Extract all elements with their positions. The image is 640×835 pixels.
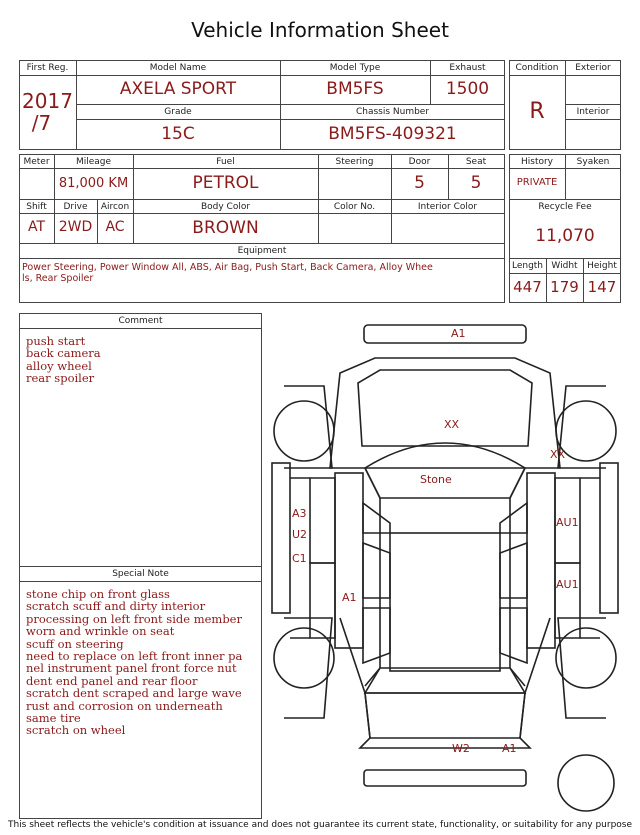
first-reg-month: /7 xyxy=(31,111,52,135)
dmg-rear-a1: A1 xyxy=(502,742,517,755)
right-door-outer xyxy=(580,478,600,638)
chassis-label: Chassis Number xyxy=(355,107,430,117)
door-label: Door xyxy=(408,157,431,167)
left-front-fender xyxy=(284,386,332,468)
roof-panel xyxy=(390,533,500,671)
front-body xyxy=(330,358,560,468)
syaken-label: Syaken xyxy=(576,157,610,167)
list-item: scratch dent scraped and large wave xyxy=(26,686,242,701)
recycle-fee-value: 11,070 xyxy=(535,226,595,246)
mileage-label: Mileage xyxy=(75,157,112,167)
list-item: nel instrument panel front force nut xyxy=(26,661,237,676)
dmg-left-door: A1 xyxy=(342,591,357,604)
height-label: Height xyxy=(587,261,617,271)
list-item: same tire xyxy=(26,711,81,726)
first-reg-year: 2017 xyxy=(22,89,73,113)
dmg-left-u2: U2 xyxy=(292,528,308,541)
history-value: PRIVATE xyxy=(516,177,558,188)
list-item: push start xyxy=(26,334,86,348)
exhaust-label: Exhaust xyxy=(449,63,486,73)
list-item: dent end panel and rear floor xyxy=(26,673,198,688)
model-name-label: Model Name xyxy=(149,63,207,73)
dmg-right-front: XX xyxy=(550,448,566,461)
body-color-value: BROWN xyxy=(192,218,259,238)
dmg-windshield: Stone xyxy=(420,473,452,486)
front-bumper xyxy=(364,325,526,343)
left-front-door xyxy=(310,478,335,563)
hood-panel xyxy=(358,370,532,446)
dmg-right-door-rear: AU1 xyxy=(556,578,579,591)
cabin-outline xyxy=(365,468,380,686)
car-diagram xyxy=(270,318,630,818)
list-item: worn and wrinkle on seat xyxy=(26,624,175,639)
list-item: rust and corrosion on underneath xyxy=(26,698,223,713)
door-value: 5 xyxy=(414,173,425,193)
interior-color-label: Interior Color xyxy=(417,202,478,212)
right-side-sill xyxy=(600,463,618,613)
list-item: scratch on wheel xyxy=(26,723,126,738)
shift-label: Shift xyxy=(26,202,47,212)
dmg-hood: XX xyxy=(444,418,460,431)
list-item: scratch scuff and dirty interior xyxy=(26,599,206,614)
list-item: rear spoiler xyxy=(26,371,95,386)
mileage-value: 81,000 KM xyxy=(58,176,129,191)
aircon-value: AC xyxy=(105,219,125,235)
list-item: alloy wheel xyxy=(26,358,92,373)
dmg-left-c1: C1 xyxy=(292,552,307,565)
comment-list xyxy=(26,335,101,385)
list-item: scuff on steering xyxy=(26,636,124,651)
left-front-wheel xyxy=(274,401,334,461)
first-reg-label: First Reg. xyxy=(26,63,69,73)
seat-label: Seat xyxy=(465,157,487,167)
meter-label: Meter xyxy=(23,157,50,167)
list-item: stone chip on front glass xyxy=(26,587,170,601)
color-no-label: Color No. xyxy=(333,202,376,212)
condition-label: Condition xyxy=(515,63,559,73)
width-value: 179 xyxy=(550,278,579,296)
history-label: History xyxy=(520,157,554,167)
dmg-front-bumper: A1 xyxy=(451,327,466,340)
special-note-list xyxy=(26,588,242,737)
left-side-sill xyxy=(272,463,290,613)
length-label: Length xyxy=(511,261,544,271)
right-door-panel xyxy=(527,473,555,648)
list-item: need to replace on left front inner pa xyxy=(26,649,243,664)
right-rear-wheel xyxy=(556,628,616,688)
list-item: back camera xyxy=(26,346,101,361)
height-value: 147 xyxy=(587,278,617,296)
equipment-line-1: Power Steering, Power Window All, ABS, Air Bag, Push Start, Back Camera, Alloy Whee xyxy=(22,262,433,273)
shift-value: AT xyxy=(27,219,46,235)
comment-label: Comment xyxy=(118,316,163,326)
drive-value: 2WD xyxy=(58,219,93,235)
seat-value: 5 xyxy=(470,173,482,193)
disclaimer-footer: This sheet reflects the vehicle's condition at issuance and does not guarantee its current state, functionality, or suitability for any purpose xyxy=(7,820,633,830)
exhaust-value: 1500 xyxy=(445,79,490,99)
dmg-left-a3: A3 xyxy=(292,507,307,520)
left-rear-wheel xyxy=(274,628,334,688)
dmg-rear-w2: W2 xyxy=(452,742,470,755)
special-note-label: Special Note xyxy=(112,569,169,579)
grade-value: 15C xyxy=(161,124,195,144)
trunk-lid xyxy=(365,693,525,738)
chassis-value: BM5FS-409321 xyxy=(328,124,457,144)
condition-value: R xyxy=(529,99,545,124)
fuel-label: Fuel xyxy=(216,157,235,167)
rear-bumper xyxy=(364,770,526,786)
drive-label: Drive xyxy=(63,202,88,212)
page-title: Vehicle Information Sheet xyxy=(191,18,449,42)
spare-tire xyxy=(558,755,614,811)
left-door-panel xyxy=(335,473,363,648)
dmg-right-door-front: AU1 xyxy=(556,516,579,529)
right-front-fender xyxy=(558,386,606,468)
windshield xyxy=(365,443,525,498)
grade-label: Grade xyxy=(164,107,192,117)
model-type-value: BM5FS xyxy=(326,79,384,99)
width-label: Widht xyxy=(551,261,578,271)
interior-label: Interior xyxy=(576,107,610,117)
exterior-label: Exterior xyxy=(575,63,611,73)
recycle-fee-label: Recycle Fee xyxy=(538,202,592,212)
length-value: 447 xyxy=(513,278,542,296)
fuel-value: PETROL xyxy=(192,173,259,193)
body-color-label: Body Color xyxy=(200,202,251,212)
equipment-label: Equipment xyxy=(237,246,287,256)
cabin-outline-right xyxy=(510,468,525,686)
model-name-value: AXELA SPORT xyxy=(119,79,237,99)
left-rear-fender xyxy=(284,618,332,718)
model-type-label: Model Type xyxy=(329,63,381,73)
steering-label: Steering xyxy=(335,157,374,167)
right-rear-fender xyxy=(558,618,606,718)
list-item: processing on left front side member xyxy=(26,611,242,626)
equipment-line-2: ls, Rear Spoiler xyxy=(22,273,94,284)
aircon-label: Aircon xyxy=(100,202,130,212)
